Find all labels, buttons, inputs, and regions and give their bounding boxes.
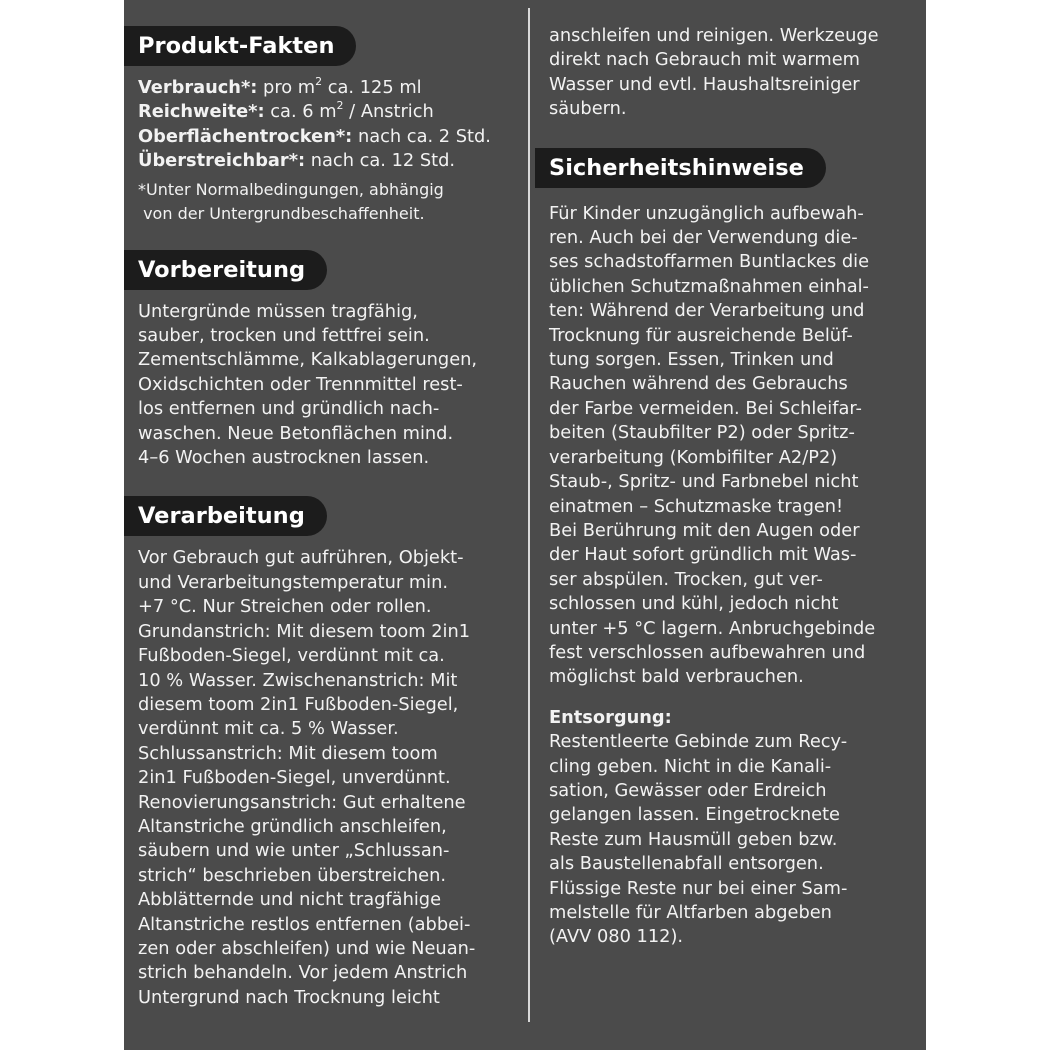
facts-footnote: *Unter Normalbedingungen, abhängig von der Untergrundbeschaffenheit. — [138, 179, 444, 223]
heading-produkt-fakten: Produkt-Fakten — [124, 26, 356, 66]
fact-row: Verbrauch*: pro $m^2$ ca. 125 ml — [138, 75, 422, 98]
heading-verarbeitung: Verarbeitung — [124, 496, 327, 536]
heading-sicherheitshinweise: Sicherheitshinweise — [535, 148, 826, 188]
process-continued-paragraph: anschleifen und reinigen. Werkzeuge direkt nach Gebrauch mit warmem Wasser und evtl. Haushaltsreiniger säubern. — [549, 25, 879, 120]
column-divider — [528, 8, 530, 1022]
safety-paragraph: Für Kinder unzugänglich aufbewah- ren. Auch bei der Verwendung die- ses schadstoffarmen Buntlackes die üblichen Schutzmaßnahmen einhal- ten: Während der Verarbeitung und Trocknung für ausreichende Belüf- tung sorgen. Essen, Trinken und Rauchen während des Gebrauchs der Farbe vermeiden. Bei Schleifar- beiten (Staubfilter P2) oder Spritz- verarbeitung (Kombifilter A2/P2) Staub-, Spritz- und Farbnebel nicht einatmen – Schutzmaske tragen! Bei Berührung mit den Augen oder der Haut sofort gründlich mit Was- ser abspülen. Trocken, gut ver- schlossen und kühl, jedoch nicht unter +5 °C lagern. Anbruchgebinde fest verschlossen aufbewahren und möglichst bald verbrauchen. — [549, 202, 876, 688]
fact-row: Überstreichbar*: nach ca. 12 Std. — [138, 150, 456, 172]
fact-row: Reichweite*: ca. 6 $m^2$ / Anstrich — [138, 99, 434, 123]
label-panel — [124, 0, 926, 1050]
heading-vorbereitung: Vorbereitung — [124, 250, 327, 290]
disposal-paragraph: Entsorgung: Restentleerte Gebinde zum Recy- cling geben. Nicht in die Kanali- sation, Gewässer oder Erdreich gelangen lassen. Eingetrocknete Reste zum Hausmüll geben bzw. als Baustellenabfall entsorgen. Flüssige Reste nur bei einer Sam- melstelle für Altfarben abgeben (AVV 080 112). — [549, 706, 919, 950]
left-column — [138, 0, 520, 1010]
right-column — [549, 0, 919, 950]
disposal-label: Entsorgung: — [549, 706, 672, 728]
fact-row: Oberflächentrocken*: nach ca. 2 Std. — [138, 125, 491, 147]
prep-paragraph: Untergründe müssen tragfähig, sauber, trocken und fettfrei sein. Zementschlämme, Kalkablagerungen, Oxidschichten oder Trennmittel rest- los entfernen und gründlich nach- waschen. Neue Betonflächen mind. 4–6 Wochen austrocknen lassen. — [138, 300, 478, 469]
facts-list — [138, 76, 520, 174]
process-paragraph: Vor Gebrauch gut aufrühren, Objekt- und Verarbeitungstemperatur min. +7 °C. Nur Streichen oder rollen. Grundanstrich: Mit diesem toom 2in1 Fußboden-Siegel, verdünnt mit ca. 10 % Wasser. Zwischenanstrich: Mit diesem toom 2in1 Fußboden-Siegel, verdünnt mit ca. 5 % Wasser. Schlussanstrich: Mit diesem toom 2in1 Fußboden-Siegel, unverdünnt. Renovierungsanstrich: Gut erhaltene Altanstriche gründlich anschleifen, säubern und wie unter „Schlussan- strich“ beschrieben überstreichen. Abblätternde und nicht tragfähige Altanstriche restlos entfernen (abbei- zen oder abschleifen) und wie Neuan- strich behandeln. Vor jedem Anstrich Untergrund nach Trocknung leicht — [138, 547, 476, 1008]
